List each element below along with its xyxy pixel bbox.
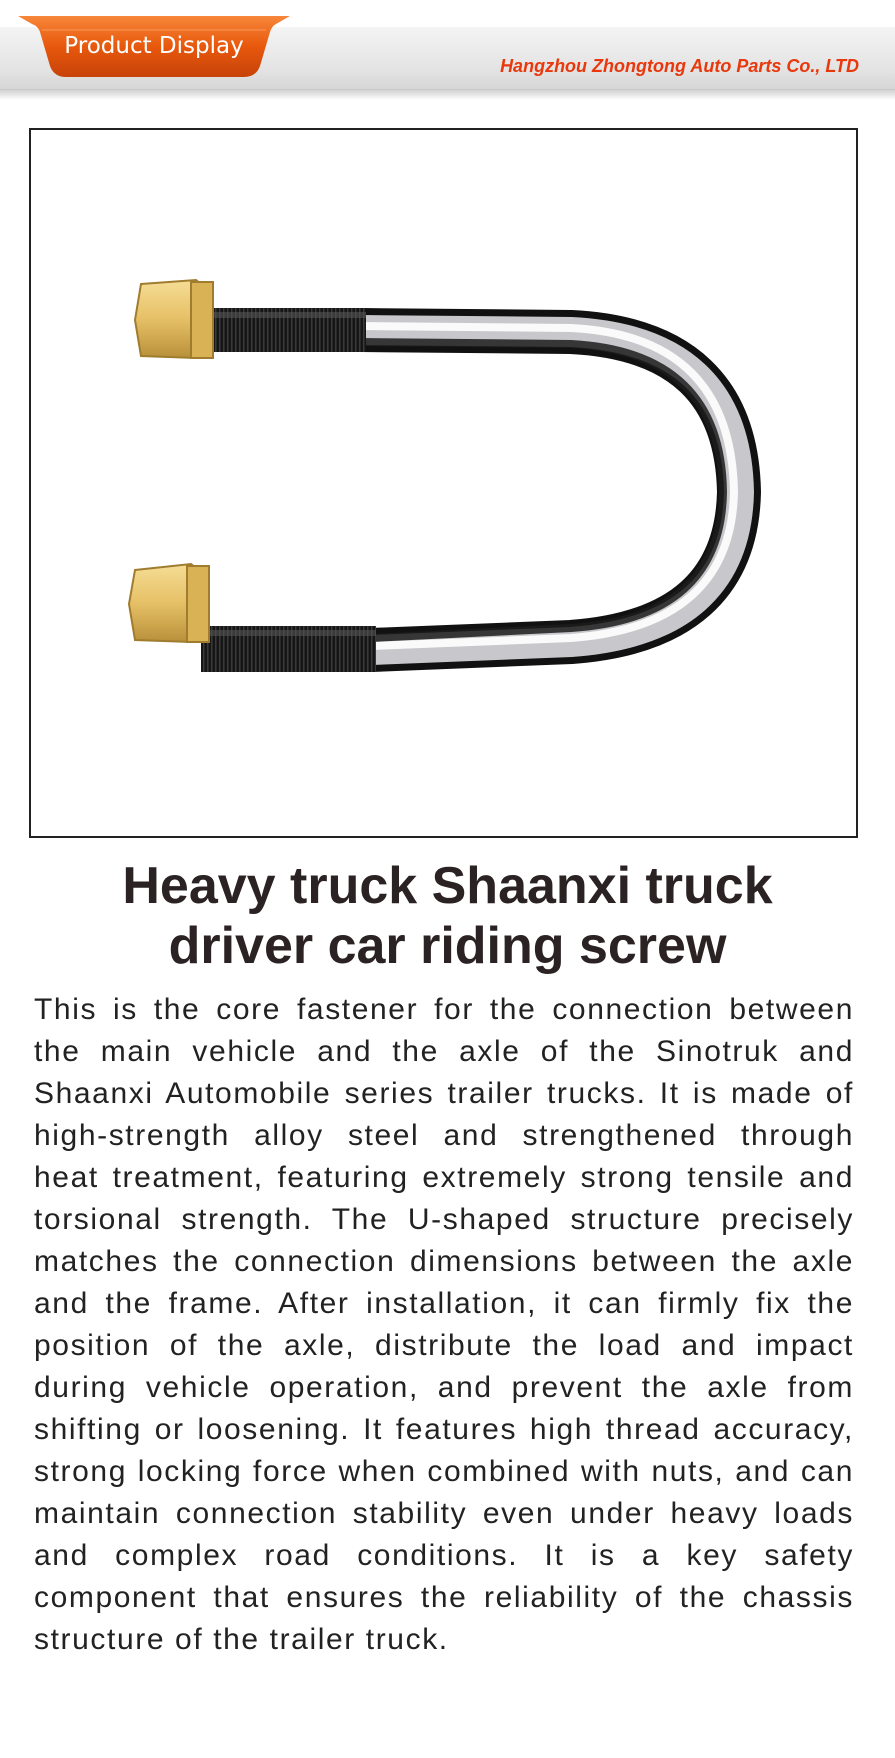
header-shadow: [0, 90, 895, 100]
product-title-line1: Heavy truck Shaanxi truck: [122, 857, 773, 915]
u-bolt-icon: [31, 130, 856, 836]
tab-label: Product Display: [64, 33, 244, 59]
product-photo: [29, 128, 858, 838]
product-title-line2: driver car riding screw: [168, 917, 727, 975]
product-description: This is the core fastener for the connection between the main vehicle and the axle of the Sinotruk and Shaanxi Automobile series trailer trucks. It is made of high-strength alloy steel and strengthened through heat treatment, featuring extremely strong tensile and torsional strength. The U-shaped structure precisely matches the connection dimensions between the axle and the frame. After installation, it can firmly fix the position of the axle, distribute the load and impact during vehicle operation, and prevent the axle from shifting or loosening. It features high thread accuracy, strong locking force when combined with nuts, and can maintain connection stability even under heavy loads and complex road conditions. It is a key safety component that ensures the reliability of the chassis structure of the trailer truck.: [34, 993, 854, 1656]
company-name: Hangzhou Zhongtong Auto Parts Co., LTD: [500, 56, 859, 76]
product-title: [40, 856, 855, 976]
product-display-tab: [18, 16, 290, 78]
